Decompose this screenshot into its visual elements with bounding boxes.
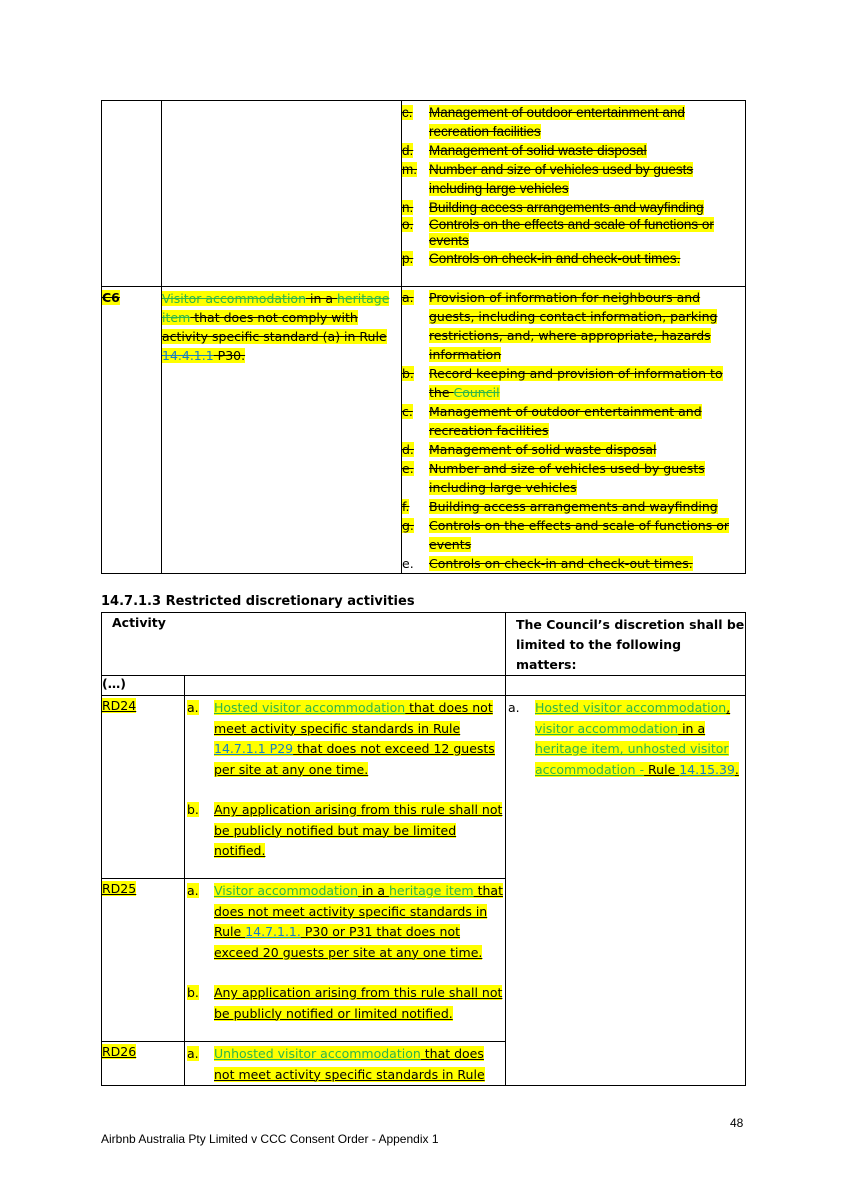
- table-row: [102, 101, 746, 287]
- list-item: a. Hosted visitor accommodation that does not meet activity specific standards in Rule 14.7.1.1 P29 that does not exceed 12 guests per site at any one time.: [187, 700, 495, 777]
- list-item: d. Management of solid waste disposal: [402, 143, 647, 158]
- list-item: a. Unhosted visitor accommodation that does not meet activity specific standards in Rule: [187, 1046, 485, 1082]
- matters-cell: [402, 287, 746, 574]
- code-cell: [102, 696, 185, 879]
- list-item: d. Management of solid waste disposal: [402, 442, 657, 457]
- list-item: c. Management of outdoor entertainment and recreation facilities: [402, 105, 685, 139]
- list-item: o. Controls on the effects and scale of functions or events: [402, 217, 714, 248]
- list-item: a. Hosted visitor accommodation, visitor accommodation in a heritage item, unhosted visitor accommodation - Rule 14.15.39.: [508, 700, 739, 777]
- table-row: [102, 287, 746, 574]
- activity-cell: [162, 101, 402, 287]
- matters-list: [402, 103, 745, 268]
- activity-cell: [162, 287, 402, 574]
- code-cell: [102, 879, 185, 1042]
- header-activity: Activity: [102, 613, 506, 676]
- list-item: p. Controls on check-in and check-out times.: [402, 251, 681, 266]
- list-item: f. Building access arrangements and wayfinding: [402, 499, 718, 514]
- code-cell: [102, 1042, 185, 1086]
- list-item: m. Number and size of vehicles used by guests including large vehicles: [402, 162, 694, 196]
- list-item: b. Any application arising from this rule shall not be publicly notified or limited notified.: [187, 985, 503, 1021]
- activity-cell: [185, 696, 506, 879]
- rule-code: RD24: [102, 698, 137, 713]
- table-header-row: [102, 613, 746, 676]
- matters-list: [402, 288, 745, 573]
- list-item: b. Any application arising from this rule shall not be publicly notified but may be limited notified.: [187, 802, 503, 858]
- table-row: [102, 696, 746, 879]
- header-discretion: The Council’s discretion shall be limited to the following matters:: [506, 613, 746, 676]
- list-item: n. Building access arrangements and wayfinding: [402, 200, 704, 215]
- section-heading: 14.7.1.3 Restricted discretionary activities: [101, 594, 415, 609]
- ellipsis-cell: (…): [102, 676, 185, 696]
- rule-code: RD26: [102, 1044, 137, 1059]
- page-number: 48: [730, 1116, 744, 1130]
- list-item: a. Visitor accommodation in a heritage item that does not meet activity specific standards in Rule 14.7.1.1. P30 or P31 that does not exceed 20 guests per site at any one time.: [187, 883, 503, 960]
- rule-code: C6: [102, 290, 120, 305]
- page-footer: Airbnb Australia Pty Limited v CCC Consent Order - Appendix 1: [101, 1132, 439, 1146]
- list-item: b. Record keeping and provision of information to the Council: [402, 366, 723, 400]
- restricted-discretionary-table: [101, 612, 746, 1086]
- list-item: c. Management of outdoor entertainment and recreation facilities: [402, 404, 702, 438]
- activity-cell: [185, 1042, 506, 1086]
- list-item: a. Provision of information for neighbours and guests, including contact information, parking restrictions, and, where appropriate, hazards information: [402, 290, 718, 362]
- matters-cell: [402, 101, 746, 287]
- rule-code: RD25: [102, 881, 137, 896]
- discretion-cell: [506, 696, 746, 1086]
- list-item: g. Controls on the effects and scale of functions or events: [402, 518, 729, 552]
- list-item: e. Number and size of vehicles used by guests including large vehicles: [402, 461, 705, 495]
- activity-matters-table: [101, 100, 746, 574]
- list-item: e. Controls on check-in and check-out times.: [402, 556, 693, 571]
- table-row: [102, 676, 746, 696]
- activity-text: Visitor accommodation in a heritage item that does not comply with activity specific standard (a) in Rule 14.4.1.1 P30.: [162, 291, 390, 363]
- code-cell: [102, 287, 162, 574]
- activity-cell: [185, 879, 506, 1042]
- code-cell: [102, 101, 162, 287]
